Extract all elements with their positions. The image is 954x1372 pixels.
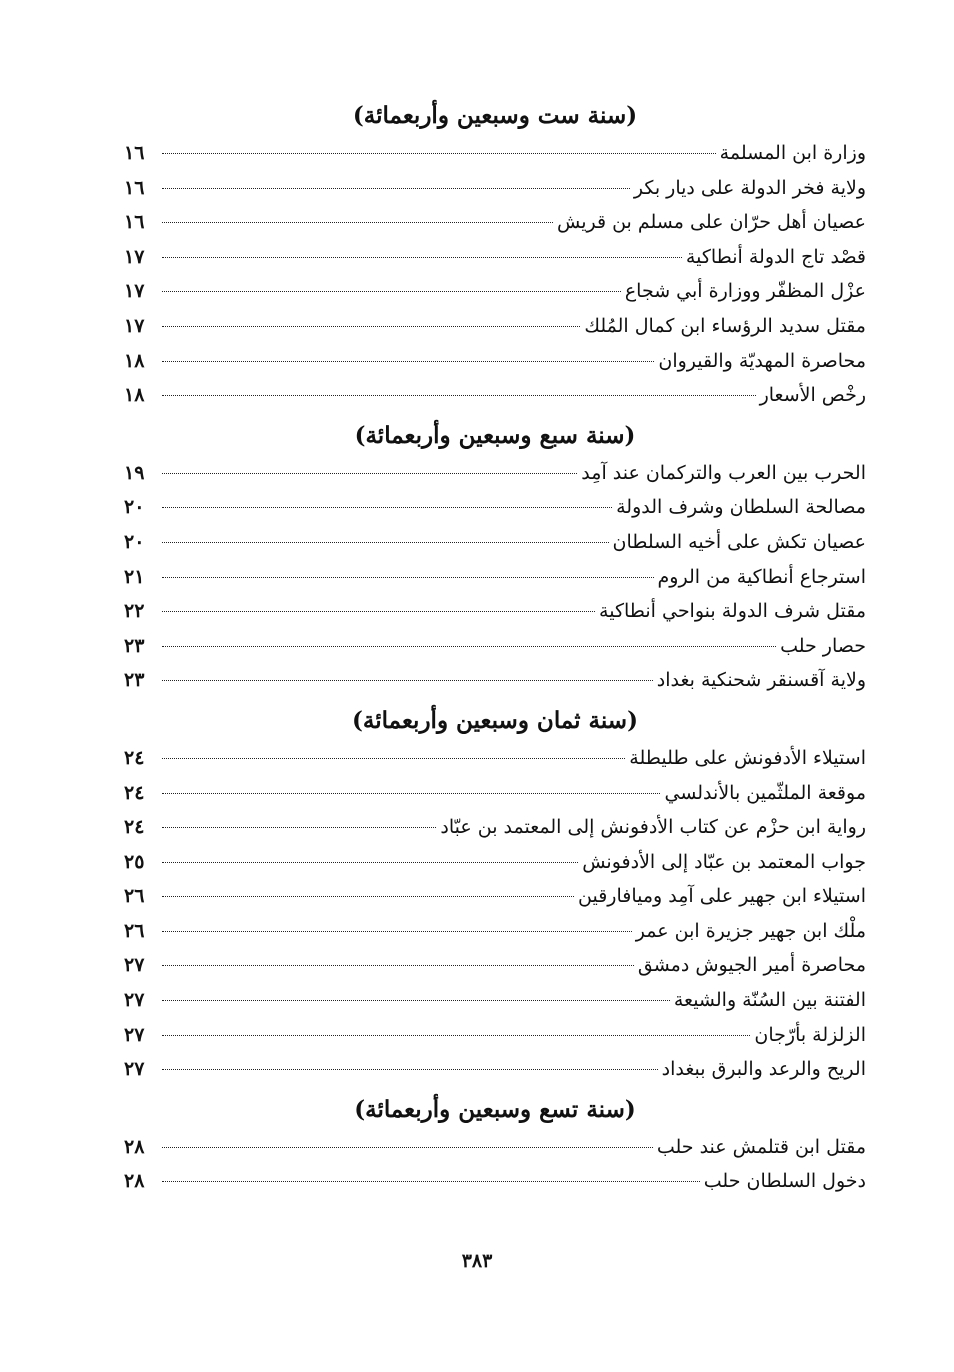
entry-title: قصْد تاج الدولة أنطاكية (685, 245, 866, 268)
entry-title: رواية ابن حزْم عن كتاب الأدفونش إلى المعتمد بن عبّاد (440, 816, 866, 839)
dot-leader (162, 257, 682, 258)
toc-section (124, 1090, 866, 1199)
toc-entry (124, 741, 866, 776)
dot-leader (162, 931, 632, 932)
toc-entry (124, 845, 866, 880)
entry-page-number: ٢٣ (124, 634, 145, 657)
entry-title: حصار حلب (780, 634, 866, 657)
toc-entry (124, 309, 866, 344)
entry-page-number: ١٦ (124, 176, 145, 199)
entry-page-number: ٢٠ (124, 496, 145, 519)
toc-entry (124, 879, 866, 914)
dot-leader (162, 188, 630, 189)
dot-leader (162, 153, 716, 154)
entry-page-number: ١٨ (124, 384, 145, 407)
entry-page-number: ٢٢ (124, 600, 145, 623)
toc-entry (124, 983, 866, 1018)
toc-entry (124, 525, 866, 560)
dot-leader (162, 507, 612, 508)
entry-page-number: ١٧ (124, 314, 145, 337)
entry-page-number: ١٧ (124, 280, 145, 303)
dot-leader (162, 222, 553, 223)
dot-leader (162, 1000, 670, 1001)
toc-section (124, 701, 866, 1087)
dot-leader (162, 862, 578, 863)
dot-leader (162, 473, 577, 474)
entry-page-number: ٢٦ (124, 919, 145, 942)
toc-entry (124, 810, 866, 845)
toc-entry (124, 629, 866, 664)
toc-entry (124, 914, 866, 949)
entry-page-number: ١٦ (124, 142, 145, 164)
dot-leader (162, 395, 756, 396)
entry-page-number: ٢٨ (124, 1135, 145, 1158)
entry-page-number: ١٧ (124, 245, 145, 268)
entry-page-number: ٢٨ (124, 1170, 145, 1193)
entry-title: الزلزلة بأرّجان (754, 1023, 866, 1046)
table-of-contents (124, 96, 866, 1202)
entry-page-number: ١٨ (124, 349, 145, 372)
section-heading: (سنة ثمان وسبعين وأربعمائة) (352, 706, 638, 734)
entry-page-number: ٢١ (124, 565, 145, 588)
toc-entry (124, 560, 866, 595)
toc-entry (124, 594, 866, 629)
toc-entry (124, 274, 866, 309)
entry-page-number: ٢٧ (124, 954, 145, 977)
dot-leader (162, 793, 660, 794)
toc-entry (124, 1164, 866, 1199)
toc-entry (124, 1052, 866, 1087)
toc-section (124, 96, 866, 413)
entry-title: ولاية فخر الدولة على ديار بكر (633, 176, 866, 199)
toc-entry (124, 1130, 866, 1165)
dot-leader (162, 1035, 750, 1036)
dot-leader (162, 1147, 653, 1148)
entry-title: مصالحة السلطان وشرف الدولة (616, 496, 866, 519)
entry-title: الريح والرعد والبرق ببغداد (661, 1058, 866, 1081)
entry-title: جواب المعتمد بن عبّاد إلى الأدفونش (582, 850, 866, 873)
dot-leader (162, 1181, 700, 1182)
entry-page-number: ٢٧ (124, 989, 145, 1012)
entry-title: استرجاع أنطاكية من الروم (657, 565, 866, 588)
entry-page-number: ٢٥ (124, 850, 145, 873)
dot-leader (162, 611, 595, 612)
entry-title: عصيان أهل حرّان على مسلم بن قريش (556, 211, 866, 234)
entry-title: رخْص الأسعار (759, 384, 866, 407)
entry-page-number: ٢٤ (124, 746, 145, 769)
toc-entry (124, 490, 866, 525)
entry-title: دخول السلطان حلب (703, 1170, 866, 1193)
dot-leader (162, 326, 580, 327)
toc-entry (124, 663, 866, 698)
toc-entry (124, 776, 866, 811)
section-heading: (سنة سبع وسبعين وأربعمائة) (354, 421, 636, 449)
toc-entry (124, 136, 866, 171)
dot-leader (162, 646, 776, 647)
dot-leader (162, 965, 634, 966)
toc-entry (124, 948, 866, 983)
entry-title: مقتل ابن قتلمش عند حلب (656, 1135, 866, 1158)
entry-page-number: ٢٠ (124, 530, 145, 553)
toc-entry (124, 344, 866, 379)
entry-page-number: ٢٦ (124, 885, 145, 908)
entry-title: مقتل سديد الرؤساء ابن كمال المُلك (584, 314, 866, 337)
entry-page-number: ٢٧ (124, 1058, 145, 1081)
page-number: ٣٨٣ (461, 1250, 493, 1272)
entry-page-number: ١٩ (124, 461, 145, 484)
entry-title: ولاية آقسنقر شحنكية بغداد (656, 669, 866, 692)
entry-title: الفتنة بين السُنّة والشيعة (673, 989, 866, 1012)
entry-title: استيلاء ابن جهير على آمِد وميافارقين (578, 885, 866, 908)
entry-title: استيلاء الأدفونش على طليطلة (629, 746, 866, 769)
dot-leader (162, 896, 574, 897)
section-heading: (سنة تسع وسبعين وأربعمائة) (354, 1095, 636, 1123)
entry-title: ملْك ابن جهير جزيرة ابن عمر (635, 919, 866, 942)
dot-leader (162, 577, 654, 578)
entry-title: عصيان تكش على أخيه السلطان (612, 530, 866, 553)
entry-title: مقتل شرف الدولة بنواحي أنطاكية (599, 600, 866, 623)
entry-title: محاصرة المهديّة والقيروان (658, 349, 866, 372)
entry-page-number: ٢٤ (124, 781, 145, 804)
toc-entry (124, 240, 866, 275)
entry-title: عزْل المظفّر ووزارة أبي شجاع (624, 280, 866, 303)
entry-page-number: ٢٣ (124, 669, 145, 692)
toc-section (124, 416, 866, 698)
dot-leader (162, 361, 654, 362)
entry-page-number: ٢٧ (124, 1023, 145, 1046)
dot-leader (162, 542, 609, 543)
toc-entry (124, 1018, 866, 1053)
dot-leader (162, 1069, 658, 1070)
toc-entry (124, 378, 866, 413)
toc-entry (124, 171, 866, 206)
dot-leader (162, 827, 436, 828)
entry-title: موقعة الملثّمين بالأندلسي (664, 781, 866, 804)
entry-title: الحرب بين العرب والتركمان عند آمِد (581, 461, 866, 484)
dot-leader (162, 291, 621, 292)
entry-page-number: ٢٤ (124, 816, 145, 839)
entry-title: وزارة ابن المسلمة (719, 142, 866, 164)
section-heading: (سنة ست وسبعين وأربعمائة) (352, 102, 638, 129)
dot-leader (162, 680, 653, 681)
toc-entry (124, 456, 866, 491)
entry-title: محاصرة أمير الجيوش دمشق (637, 954, 866, 977)
dot-leader (162, 758, 625, 759)
entry-page-number: ١٦ (124, 211, 145, 234)
toc-entry (124, 205, 866, 240)
